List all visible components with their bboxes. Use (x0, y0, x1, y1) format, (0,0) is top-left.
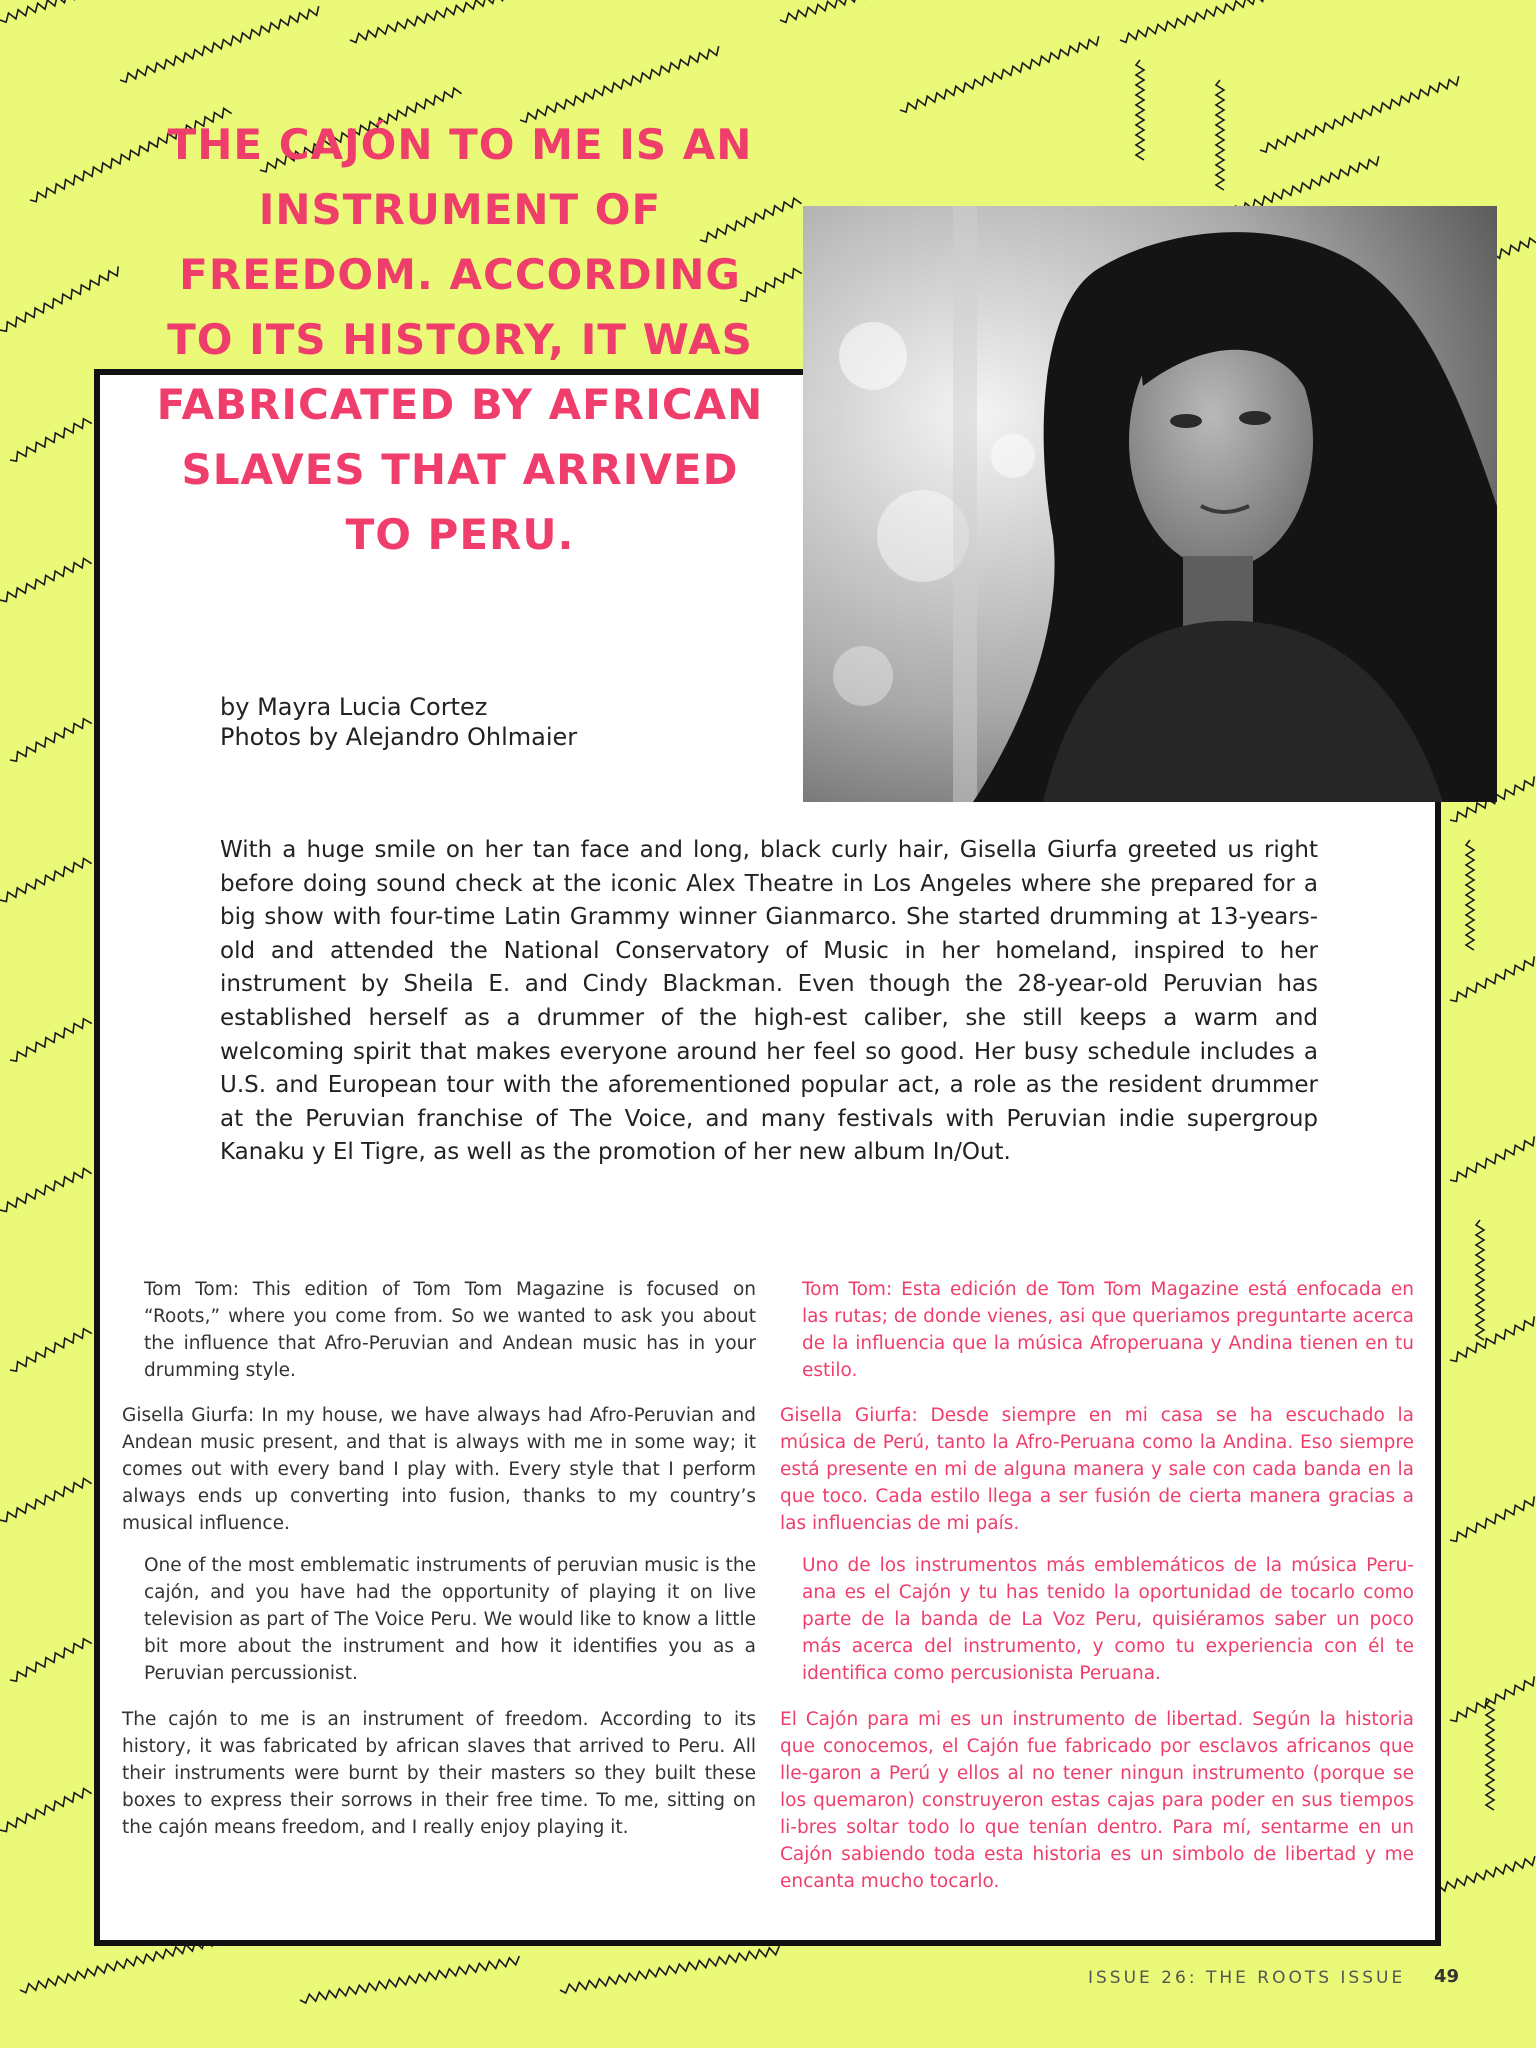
squiggle-line (1450, 1676, 1534, 1721)
squiggle-line (350, 0, 561, 43)
spanish-answer-1: Gisella Giurfa: Desde siempre en mi casa se ha escuchado la música de Perú, tanto la Afro-Peruana como la Andina. Eso siempre está presente en mi de alguna manera y sale con cada banda en la que toco. Cada estilo llega a ser fusión de cierta manera gracias a las influencias de mi país. (780, 1405, 1414, 1534)
issue-label: ISSUE 26: THE ROOTS ISSUE (1088, 1968, 1406, 1988)
squiggle-line (780, 0, 981, 22)
squiggle-line (1136, 60, 1144, 160)
squiggle-line (0, 859, 92, 902)
squiggle-line (1466, 840, 1474, 950)
squiggle-line (10, 1329, 92, 1371)
intro-paragraph: With a huge smile on her tan face and long, black curly hair, Gisella Giurfa greeted us right before doing sound check at the iconic Alex Theatre in Los Angeles where she prepared for a big show with four-time Latin Grammy winner Gianmarco. She started drumming at 13-years-old and attended the National Conservatory of Music in her homeland, inspired to her instrument by Sheila E. and Cindy Blackman. Even though the 28-year-old Peruvian has established herself as a drummer of the high-est caliber, she still keeps a warm and welcoming spirit that makes everyone around her feel so good. Her busy schedule includes a U.S. and European tour with the aforementioned popular act, a role as the resident drummer at the Peruvian franchise of The Voice, and many festivals with Peruvian indie supergroup Kanaku y El Tigre, as well as the promotion of her new album In/Out. (220, 837, 1318, 1166)
squiggle-line (300, 1956, 519, 2003)
page-number: 49 (1434, 1966, 1460, 1987)
squiggle-line (0, 559, 92, 602)
article-credits (220, 692, 577, 752)
squiggle-line (0, 0, 181, 22)
squiggle-line (1450, 1316, 1534, 1361)
squiggle-line (1450, 1496, 1534, 1541)
english-question-1: Tom Tom: This edition of Tom Tom Magazine is focused on “Roots,” where you come from. So we wanted to ask you about the influence that Afro-Peruvian and Andean music has in your drumming style. (144, 1279, 756, 1381)
squiggle-line (1486, 1700, 1494, 1810)
squiggle-line (1450, 956, 1534, 1001)
spanish-question-2: Uno de los instrumentos más emblemáticos de la música Peru-ana es el Cajón y tu has tenido la oportunidad de tocarlo como parte de la banda de La Voz Peru, quisiéramos saber un poco más acerca del instrumento, y como tu experiencia con él te identifica como percusionista Peruana. (802, 1555, 1414, 1684)
squiggle-line (10, 1639, 92, 1681)
english-question-2: One of the most emblematic instruments of peruvian music is the cajón, and you have had the opportunity of playing it on live television as part of The Voice Peru. We would like to know a little bit more about the instrument and how it identifies you as a Peruvian percussionist. (144, 1555, 756, 1684)
squiggle-line (1476, 1220, 1484, 1340)
author-credit: by Mayra Lucia Cortez (220, 693, 488, 721)
squiggle-line (10, 419, 92, 461)
squiggle-line (10, 719, 92, 761)
squiggle-line (0, 266, 118, 331)
squiggle-line (0, 1169, 92, 1212)
photo-credit: Photos by Alejandro Ohlmaier (220, 723, 578, 751)
squiggle-line (1120, 0, 1321, 42)
english-answer-1: Gisella Giurfa: In my house, we have always had Afro-Peruvian and Andean music present, and that is always with me in some way; it comes out with every band I play with. Every style that I perform always ends up converting into fusion, thanks to my country’s musical influence. (122, 1405, 756, 1534)
spanish-answer-2: El Cajón para mi es un instrumento de libertad. Según la historia que conocemos, el Cajón fue fabricado por esclavos africanos que lle-garon a Perú y ellos al no tener ningun instrumento (porque se los quemaron) construyeron estas cajas para poder en sus tiempos li-bres soltar todo lo que tenían dentro. Para mí, sentarme en un Cajón sabiendo toda esta historia es un simbolo de libertad y me encanta mucho tocarlo. (780, 1709, 1414, 1892)
squiggle-line (560, 1946, 779, 1993)
squiggle-line (520, 46, 719, 122)
squiggle-line (0, 1479, 92, 1522)
squiggle-line (900, 36, 1099, 112)
spanish-question-1: Tom Tom: Esta edición de Tom Tom Magazine está enfocada en las rutas; de donde vienes, asi que queriamos preguntarte acerca de la influencia que la música Afroperuana y Andina tienen en tu estilo. (802, 1279, 1414, 1381)
portrait-photo (803, 206, 1497, 802)
squiggle-line (10, 1019, 92, 1061)
squiggle-line (0, 1789, 92, 1832)
squiggle-line (120, 6, 319, 82)
squiggle-line (1450, 1136, 1534, 1181)
squiggle-line (1260, 76, 1459, 152)
pull-quote: THE CAJÓN TO ME IS AN INSTRUMENT OF FREEDOM. ACCORDING TO ITS HISTORY, IT WAS FABRICATED BY AFRICAN SLAVES THAT ARRIVED TO PERU. (156, 120, 764, 559)
squiggle-line (1216, 80, 1224, 190)
english-answer-2: The cajón to me is an instrument of freedom. According to its history, it was fabricated by african slaves that arrived to Peru. All their instruments were burnt by their masters so they built these boxes to express their sorrows in their free time. To me, sitting on the cajón means freedom, and I really enjoy playing it. (122, 1709, 756, 1838)
